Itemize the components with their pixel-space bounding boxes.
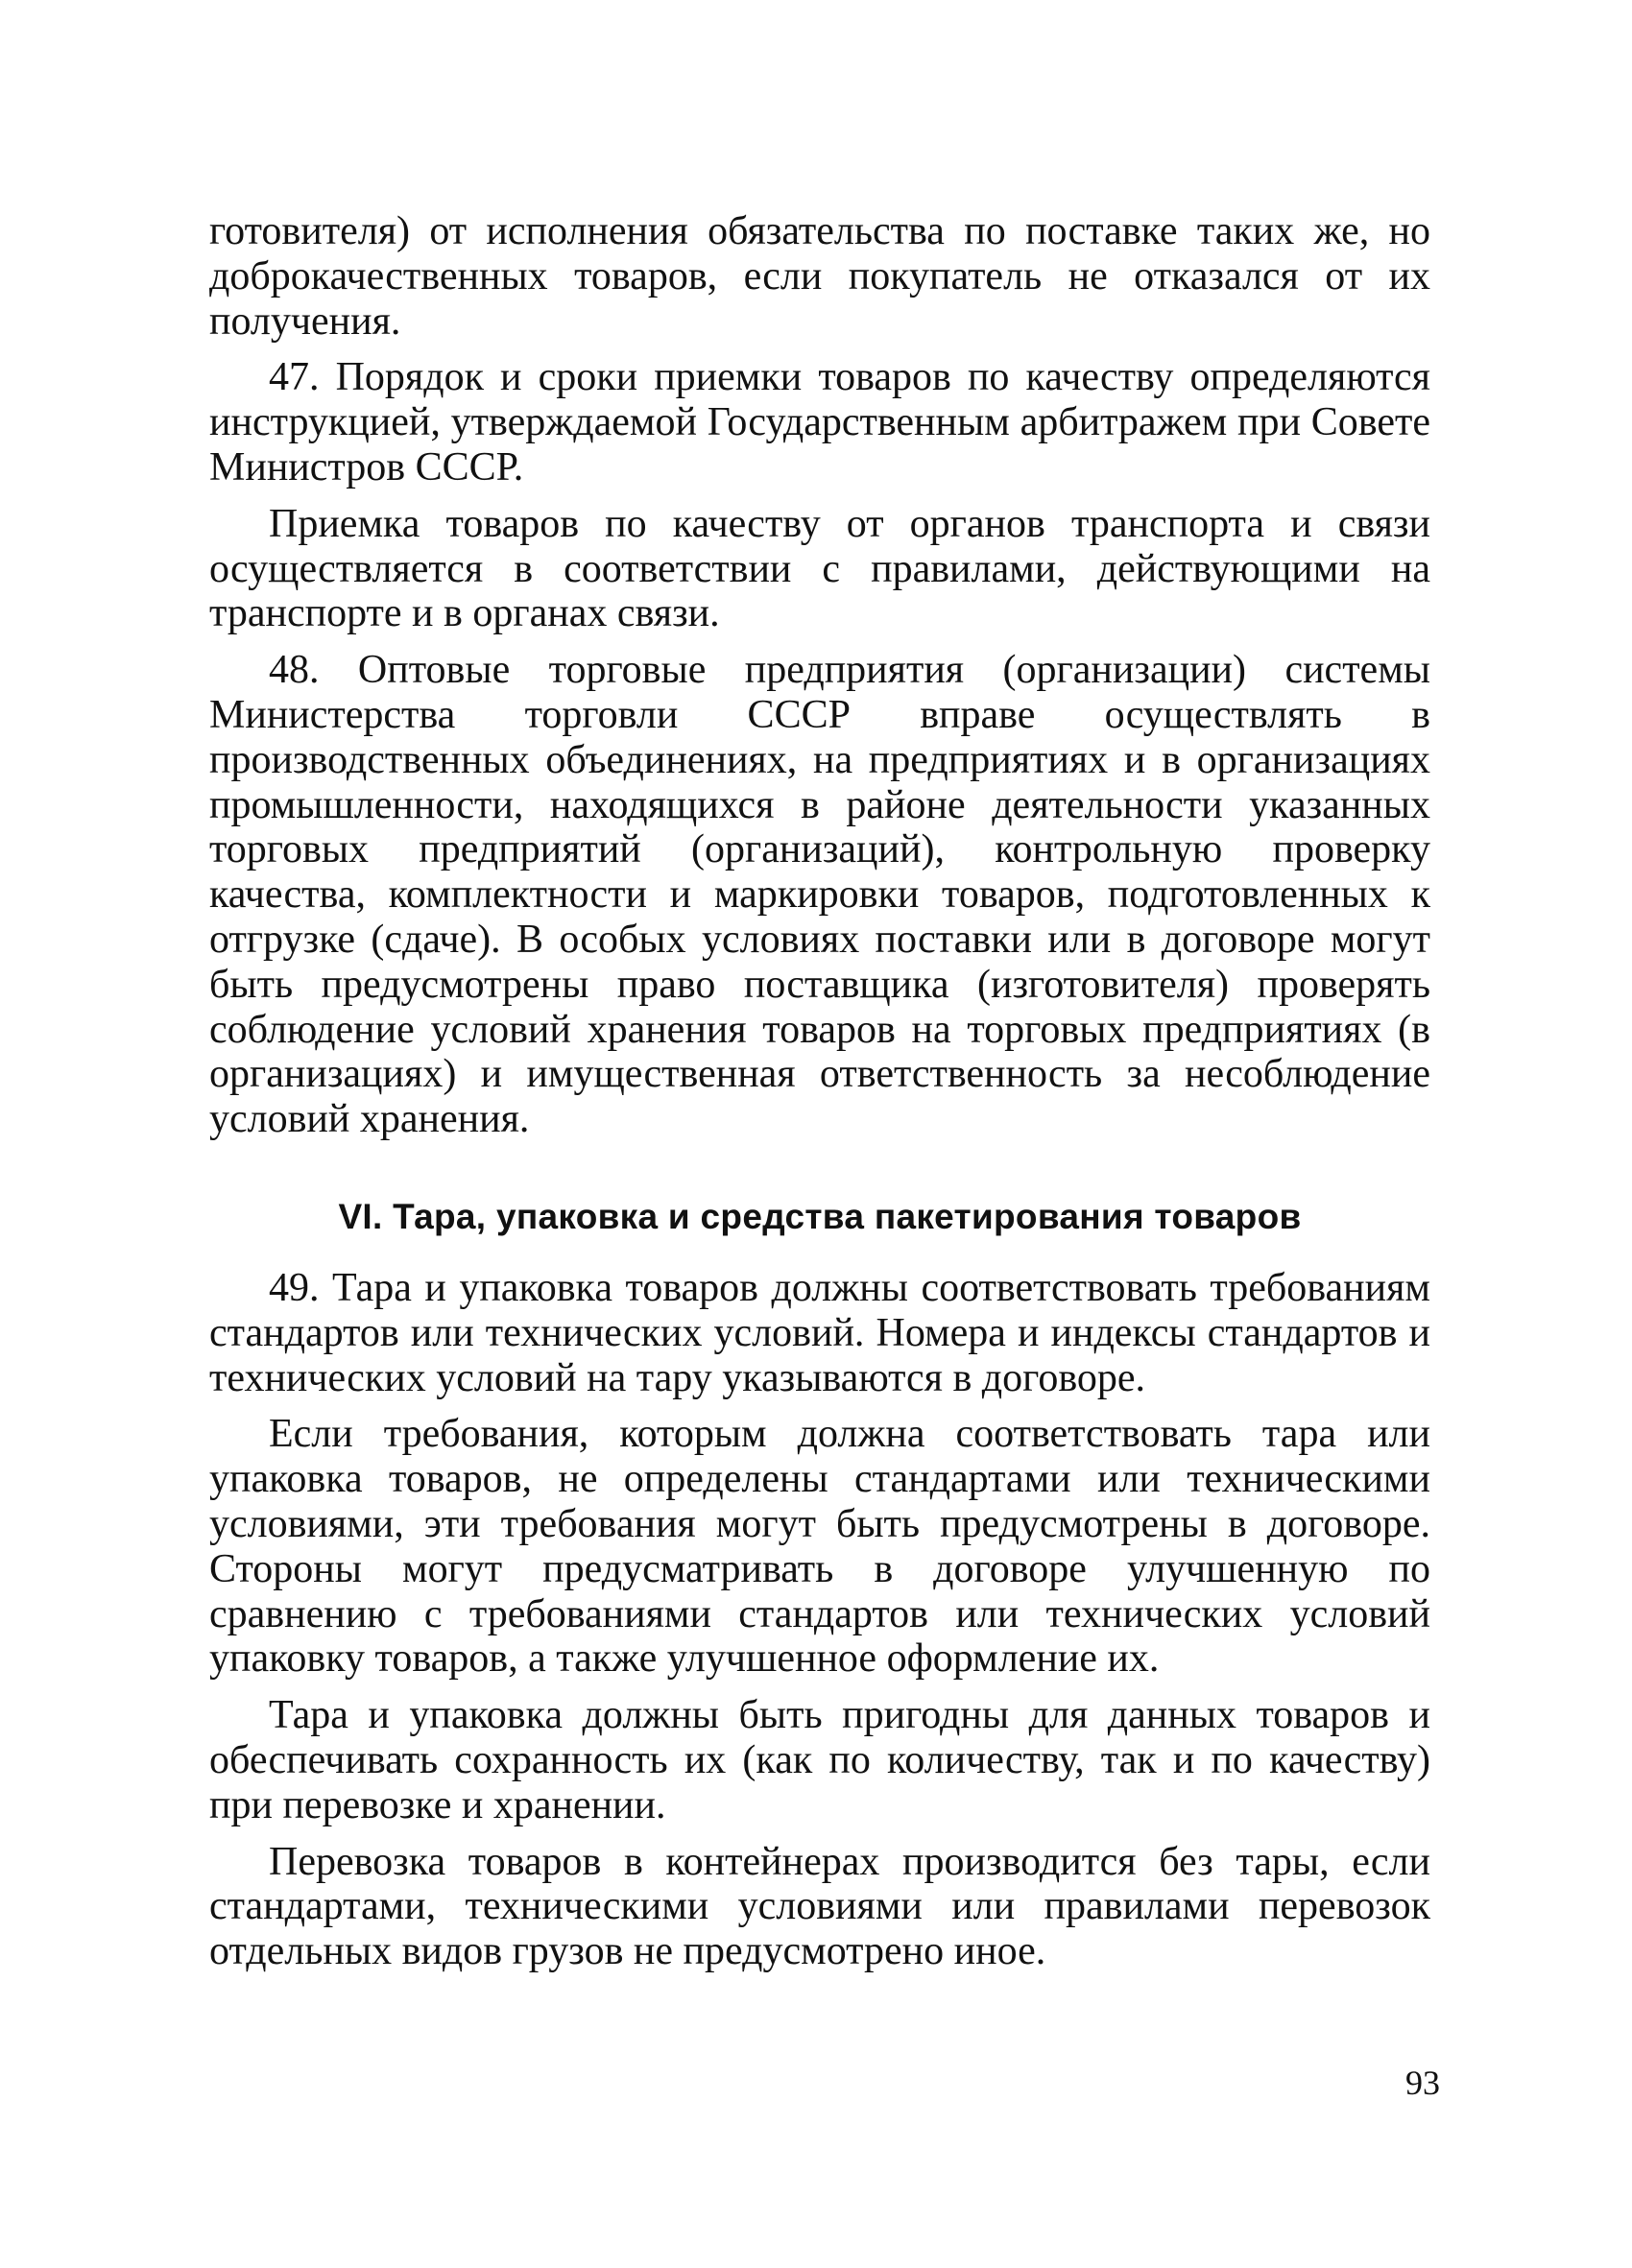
paragraph-packaging-suitability: Тара и упаковка должны быть пригодны для данных товаров и обеспечивать сохранность их (как по количеству, так и по качеству) при перевозке и хранении.	[209, 1693, 1430, 1827]
paragraph-acceptance-transport: Приемка товаров по качеству от органов транспорта и связи осуществляется в соответствии с правилами, действующими на транспорте и в органах связи.	[209, 501, 1430, 636]
document-page	[209, 209, 1430, 2081]
paragraph-item-47: 47. Порядок и сроки приемки товаров по качеству определяются инструкцией, утверждаемой Государственным арбитражем при Совете Министров СССР.	[209, 355, 1430, 489]
paragraph-item-48: 48. Оптовые торговые предприятия (организации) системы Министерства торговли СССР вправе осуществлять в производственных объединениях, на предприятиях и в организациях промышленности, находящихся в районе деятельности указанных торговых предприятий (организаций), контрольную проверку качества, комплектности и маркировки товаров, подготовленных к отгрузке (сдаче). В особых условиях поставки или в договоре могут быть предусмотрены право поставщика (изготовителя) проверять соблюдение условий хранения товаров на торговых предприятиях (в организациях) и имущественная ответственность за несоблюдение условий хранения.	[209, 648, 1430, 1142]
paragraph-item-49: 49. Тара и упаковка товаров должны соответствовать требованиям стандартов или технических условий. Номера и индексы стандартов и технических условий на тару указываются в договоре.	[209, 1265, 1430, 1400]
page-number: 93	[1405, 2064, 1440, 2102]
paragraph-container-transport: Перевозка товаров в контейнерах производится без тары, если стандартами, техническими условиями или правилами перевозок отдельных видов грузов не предусмотрено иное.	[209, 1839, 1430, 1974]
section-heading: VI. Тара, упаковка и средства пакетирования товаров	[338, 1196, 1302, 1236]
paragraph-packaging-requirements: Если требования, которым должна соответствовать тара или упаковка товаров, не определены стандартами или техническими условиями, эти требования могут быть предусмотрены в договоре. Стороны могут предусматривать в договоре улучшенную по сравнению с требованиями стандартов или технических условий упаковку товаров, а также улучшенное оформление их.	[209, 1412, 1430, 1682]
paragraph-continuation: готовителя) от исполнения обязательства по поставке таких же, но доброкачественных товаров, если покупатель не отказался от их получения.	[209, 209, 1430, 344]
